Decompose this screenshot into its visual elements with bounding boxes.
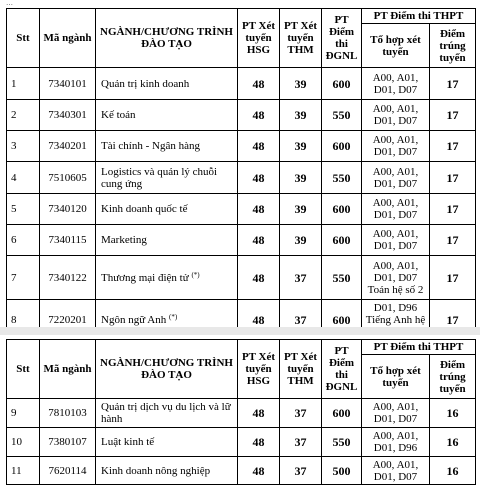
table-row — [7, 256, 476, 300]
admission-table-part-1 — [6, 8, 476, 341]
row-pt-hsg: 48 — [238, 131, 280, 162]
row-pt-thm: 39 — [280, 68, 322, 100]
header-pt-thm: PT Xét tuyển THM — [280, 340, 322, 399]
row-nganh: Logistics và quản lý chuỗi cung ứng — [96, 162, 238, 194]
row-pt-dgnl: 500 — [322, 457, 362, 485]
row-stt: 8 — [7, 300, 40, 341]
row-pt-hsg: 48 — [238, 162, 280, 194]
footnote-mark: (*) — [169, 313, 178, 321]
row-diem-trung-tuyen: 17 — [430, 225, 476, 256]
row-stt: 11 — [7, 457, 40, 485]
table-page-2 — [0, 335, 480, 485]
row-ma-nganh: 7810103 — [40, 399, 96, 428]
row-nganh: Quản trị kinh doanh — [96, 68, 238, 100]
row-pt-hsg: 48 — [238, 457, 280, 485]
row-nganh: Marketing — [96, 225, 238, 256]
row-to-hop: A00, A01, D01, D07 — [362, 399, 430, 428]
row-diem-trung-tuyen: 17 — [430, 256, 476, 300]
row-pt-hsg: 48 — [238, 256, 280, 300]
header-stt: Stt — [7, 9, 40, 68]
row-pt-hsg: 48 — [238, 399, 280, 428]
page-break — [0, 327, 480, 335]
row-stt: 3 — [7, 131, 40, 162]
row-pt-thm: 37 — [280, 300, 322, 341]
table-row — [7, 162, 476, 194]
row-pt-dgnl: 600 — [322, 300, 362, 341]
row-nganh: Thương mại điện tử (*) — [96, 256, 238, 300]
header-to-hop: Tổ hợp xét tuyển — [362, 355, 430, 399]
row-diem-trung-tuyen: 17 — [430, 100, 476, 131]
row-diem-trung-tuyen: 16 — [430, 457, 476, 485]
row-nganh: Ngôn ngữ Anh (*) — [96, 300, 238, 341]
table-row — [7, 100, 476, 131]
row-nganh: Tài chính - Ngân hàng — [96, 131, 238, 162]
table-row — [7, 399, 476, 428]
header-pt-hsg: PT Xét tuyển HSG — [238, 9, 280, 68]
footnote-mark: (*) — [191, 270, 200, 279]
row-diem-trung-tuyen: 17 — [430, 131, 476, 162]
row-stt: 9 — [7, 399, 40, 428]
row-pt-hsg: 48 — [238, 68, 280, 100]
row-ma-nganh: 7340201 — [40, 131, 96, 162]
row-ma-nganh: 7340115 — [40, 225, 96, 256]
row-nganh: Kế toán — [96, 100, 238, 131]
row-pt-hsg: 48 — [238, 100, 280, 131]
row-pt-dgnl: 600 — [322, 131, 362, 162]
table-row — [7, 131, 476, 162]
row-to-hop: A00, A01, D01, D07 — [362, 162, 430, 194]
row-pt-dgnl: 600 — [322, 68, 362, 100]
row-diem-trung-tuyen: 17 — [430, 300, 476, 341]
admission-table-part-2 — [6, 339, 476, 485]
row-pt-hsg: 48 — [238, 300, 280, 341]
header-to-hop: Tổ hợp xét tuyển — [362, 24, 430, 68]
header-pt-thpt: PT Điểm thi THPT — [362, 340, 476, 355]
table-row — [7, 68, 476, 100]
row-diem-trung-tuyen: 17 — [430, 68, 476, 100]
row-to-hop: A00, A01, D01, D07 — [362, 225, 430, 256]
row-to-hop: A00, A01, D01, D07 Toán hệ số 2 — [362, 256, 430, 300]
row-nganh: Kinh doanh quốc tế — [96, 194, 238, 225]
row-to-hop: A00, A01, D01, D07 — [362, 194, 430, 225]
row-pt-hsg: 48 — [238, 225, 280, 256]
row-nganh: Luật kinh tế — [96, 428, 238, 457]
row-pt-dgnl: 550 — [322, 256, 362, 300]
cropped-top-text: … — [6, 0, 13, 6]
row-pt-dgnl: 550 — [322, 428, 362, 457]
row-stt: 6 — [7, 225, 40, 256]
header-diem-trung-tuyen: Điểm trúng tuyển — [430, 355, 476, 399]
row-pt-thm: 37 — [280, 428, 322, 457]
row-pt-thm: 37 — [280, 399, 322, 428]
row-pt-dgnl: 600 — [322, 225, 362, 256]
row-ma-nganh: 7510605 — [40, 162, 96, 194]
row-stt: 10 — [7, 428, 40, 457]
row-pt-thm: 39 — [280, 131, 322, 162]
row-pt-dgnl: 550 — [322, 162, 362, 194]
row-diem-trung-tuyen: 16 — [430, 428, 476, 457]
row-pt-thm: 39 — [280, 225, 322, 256]
row-stt: 7 — [7, 256, 40, 300]
header-ma-nganh: Mã ngành — [40, 340, 96, 399]
row-ma-nganh: 7340120 — [40, 194, 96, 225]
row-to-hop: A00, A01, D01, D07 — [362, 68, 430, 100]
header-nganh: NGÀNH/CHƯƠNG TRÌNH ĐÀO TẠO — [96, 9, 238, 68]
row-ma-nganh: 7340122 — [40, 256, 96, 300]
row-ma-nganh: 7620114 — [40, 457, 96, 485]
row-to-hop: D01, D96 Tiếng Anh hệ — [362, 300, 430, 341]
row-pt-hsg: 48 — [238, 428, 280, 457]
header-pt-dgnl: PT Điểm thi ĐGNL — [322, 9, 362, 68]
row-diem-trung-tuyen: 16 — [430, 399, 476, 428]
table-row — [7, 194, 476, 225]
row-nganh: Kinh doanh nông nghiệp — [96, 457, 238, 485]
row-nganh: Quản trị dịch vụ du lịch và lữ hành — [96, 399, 238, 428]
row-pt-dgnl: 550 — [322, 100, 362, 131]
header-nganh: NGÀNH/CHƯƠNG TRÌNH ĐÀO TẠO — [96, 340, 238, 399]
row-ma-nganh: 7340101 — [40, 68, 96, 100]
row-to-hop: A00, A01, D01, D07 — [362, 131, 430, 162]
row-to-hop: A00, A01, D01, D07 — [362, 100, 430, 131]
row-to-hop: A00, A01, D01, D07 — [362, 457, 430, 485]
row-stt: 4 — [7, 162, 40, 194]
header-pt-hsg: PT Xét tuyển HSG — [238, 340, 280, 399]
row-pt-thm: 39 — [280, 194, 322, 225]
row-pt-hsg: 48 — [238, 194, 280, 225]
row-pt-thm: 39 — [280, 162, 322, 194]
row-ma-nganh: 7220201 — [40, 300, 96, 341]
row-diem-trung-tuyen: 17 — [430, 162, 476, 194]
row-stt: 2 — [7, 100, 40, 131]
header-ma-nganh: Mã ngành — [40, 9, 96, 68]
header-stt: Stt — [7, 340, 40, 399]
header-diem-trung-tuyen: Điểm trúng tuyển — [430, 24, 476, 68]
row-pt-dgnl: 600 — [322, 194, 362, 225]
row-to-hop: A00, A01, D01, D96 — [362, 428, 430, 457]
row-pt-thm: 37 — [280, 457, 322, 485]
row-stt: 1 — [7, 68, 40, 100]
row-pt-dgnl: 600 — [322, 399, 362, 428]
header-pt-dgnl: PT Điểm thi ĐGNL — [322, 340, 362, 399]
table-row — [7, 457, 476, 485]
row-pt-thm: 37 — [280, 256, 322, 300]
row-ma-nganh: 7340301 — [40, 100, 96, 131]
row-diem-trung-tuyen: 17 — [430, 194, 476, 225]
table-row — [7, 225, 476, 256]
row-ma-nganh: 7380107 — [40, 428, 96, 457]
row-pt-thm: 39 — [280, 100, 322, 131]
row-stt: 5 — [7, 194, 40, 225]
header-pt-thm: PT Xét tuyển THM — [280, 9, 322, 68]
table-row — [7, 428, 476, 457]
header-pt-thpt: PT Điểm thi THPT — [362, 9, 476, 24]
